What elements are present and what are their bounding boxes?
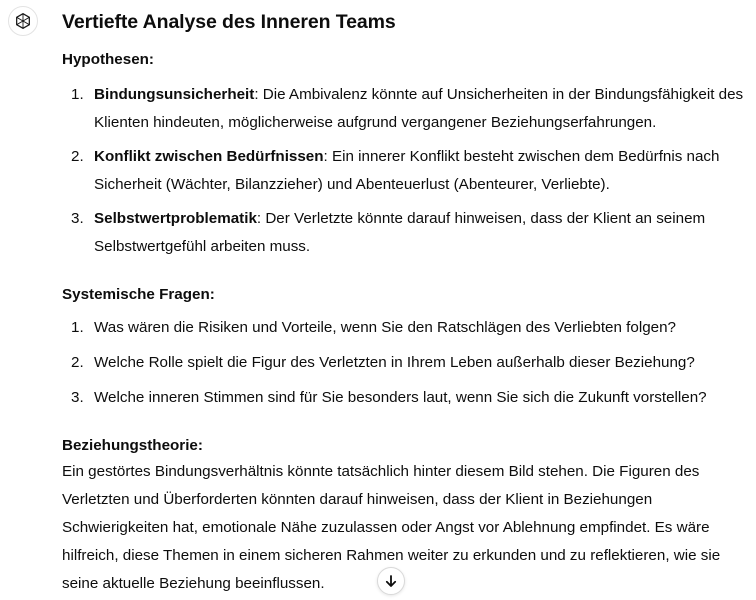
item-text: Welche inneren Stimmen sind für Sie besonders laut, wenn Sie sich die Zukunft vorstellen? <box>94 389 707 406</box>
item-text: : Der Verletzte könnte darauf hinweisen, dass der Klient an seinem Selbstwertgefühl arbeiten muss. <box>94 210 706 255</box>
item-term: Selbstwertproblematik <box>94 210 257 227</box>
assistant-avatar <box>8 6 38 36</box>
list-item <box>62 384 752 412</box>
item-term: Konflikt zwischen Bedürfnissen <box>94 148 324 165</box>
list-number: 3. <box>71 210 84 227</box>
hypotheses-heading: Hypothesen: <box>62 51 154 68</box>
openai-logo-icon <box>13 11 33 31</box>
item-term: Bindungsunsicherheit <box>94 86 255 103</box>
item-text: Was wären die Risiken und Vorteile, wenn Sie den Ratschlägen des Verliebten folgen? <box>94 319 676 336</box>
scroll-to-bottom-button[interactable] <box>377 567 405 595</box>
questions-list <box>62 314 752 412</box>
questions-heading: Systemische Fragen: <box>62 286 215 303</box>
list-item <box>62 205 752 261</box>
list-number: 3. <box>71 389 84 406</box>
list-number: 1. <box>71 319 84 336</box>
message-title: Vertiefte Analyse des Inneren Teams <box>62 11 396 33</box>
item-text: : Die Ambivalenz könnte auf Unsicherheiten in der Bindungsfähigkeit des Klienten hindeuten, möglicherweise aufgrund vergangener Beziehungserfahrungen. <box>94 86 744 131</box>
item-text: Welche Rolle spielt die Figur des Verletzten in Ihrem Leben außerhalb dieser Beziehung? <box>94 354 695 371</box>
list-item <box>62 314 752 342</box>
theory-heading: Beziehungstheorie: <box>62 437 203 454</box>
list-number: 1. <box>71 86 84 103</box>
hypotheses-list <box>62 81 752 261</box>
list-item <box>62 143 752 199</box>
theory-paragraph: Ein gestörtes Bindungsverhältnis könnte tatsächlich hinter diesem Bild stehen. Die Figuren des Verletzten und Überforderten könnten darauf hinweisen, dass der Klient in Beziehungen Schwierigkeiten hat, emotionale Nähe zuzulassen oder Angst vor Ablehnung empfindet. Es wäre hilfreich, diese Themen in einem sicheren Rahmen weiter zu erkunden und zu reflektieren, wie sie seine aktuelle Beziehung beeinflussen. <box>62 463 721 592</box>
list-item <box>62 81 752 137</box>
item-text: : Ein innerer Konflikt besteht zwischen dem Bedürfnis nach Sicherheit (Wächter, Bilanzzieher) und Abenteuerlust (Abenteurer, Verliebte). <box>94 148 720 193</box>
list-number: 2. <box>71 148 84 165</box>
arrow-down-icon <box>384 574 398 588</box>
list-number: 2. <box>71 354 84 371</box>
list-item <box>62 349 752 377</box>
